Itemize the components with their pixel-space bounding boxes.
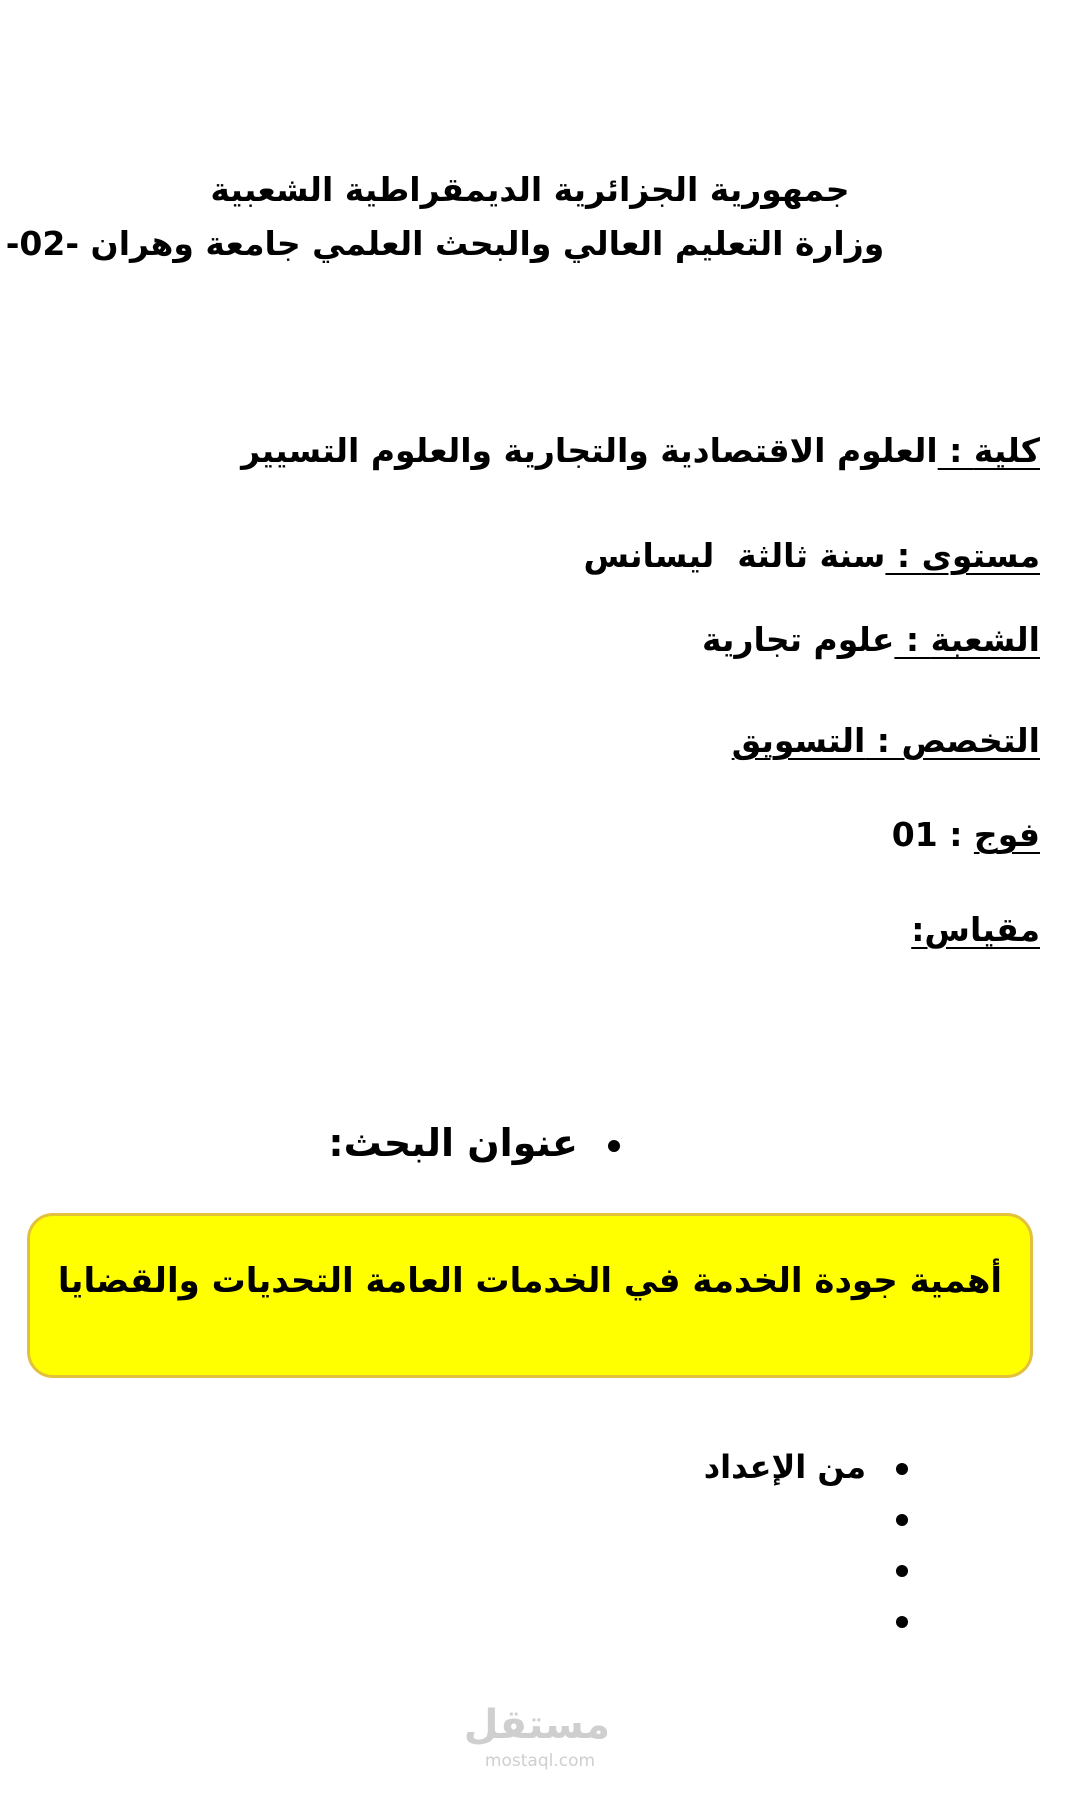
- field-college: [241, 428, 1040, 474]
- field-group-value: 01: [891, 815, 938, 854]
- field-group-sep: :: [937, 815, 974, 854]
- bullet-icon: [896, 1616, 908, 1628]
- field-level-value: سنة ثالثة ليسانس: [583, 536, 886, 575]
- mostaql-watermark: [463, 1700, 610, 1790]
- prepared-by-item: [866, 1600, 908, 1640]
- header-republic: جمهورية الجزائرية الديمقراطية الشعبية: [210, 170, 850, 209]
- bullet-icon: [896, 1514, 908, 1526]
- prepared-by-item: [866, 1498, 908, 1538]
- field-module-label: مقياس:: [911, 910, 1040, 949]
- prepared-by-item: [866, 1549, 908, 1589]
- field-module: [911, 907, 1040, 953]
- bullet-icon: [896, 1463, 908, 1475]
- bullet-icon: [896, 1565, 908, 1577]
- field-level-sep: :: [885, 536, 922, 575]
- field-branch-sep: :: [894, 620, 931, 659]
- bullet-icon: [608, 1140, 620, 1152]
- field-specialty-value: التسويق: [731, 721, 866, 760]
- field-college-value: العلوم الاقتصادية والتجارية والعلوم التسيير: [241, 431, 938, 470]
- header-ministry-university: وزارة التعليم العالي والبحث العلمي جامعة وهران -02-: [5, 224, 885, 263]
- field-college-label: كلية: [973, 431, 1040, 470]
- field-specialty-label: التخصص: [901, 721, 1040, 760]
- field-branch-label: الشعبة: [930, 620, 1040, 659]
- watermark-logo-arabic: مستقل: [463, 1702, 610, 1748]
- field-branch: [702, 617, 1040, 663]
- research-title-heading: [328, 1118, 620, 1168]
- field-branch-value: علوم تجارية: [702, 620, 895, 659]
- field-group-label: فوج: [973, 815, 1040, 854]
- research-title-label: عنوان البحث:: [328, 1121, 578, 1165]
- field-level: [583, 533, 1040, 579]
- prepared-by-label: من الإعداد: [703, 1448, 866, 1486]
- research-title-text: أهمية جودة الخدمة في الخدمات العامة التحديات والقضايا: [57, 1261, 1003, 1301]
- field-specialty: [732, 718, 1040, 764]
- prepared-by-heading: [704, 1447, 908, 1487]
- watermark-logo-latin: mostaql.com: [484, 1751, 596, 1771]
- field-level-label: مستوى: [921, 536, 1040, 575]
- field-college-sep: :: [937, 431, 974, 470]
- field-specialty-sep: :: [865, 721, 902, 760]
- field-group: [892, 812, 1040, 858]
